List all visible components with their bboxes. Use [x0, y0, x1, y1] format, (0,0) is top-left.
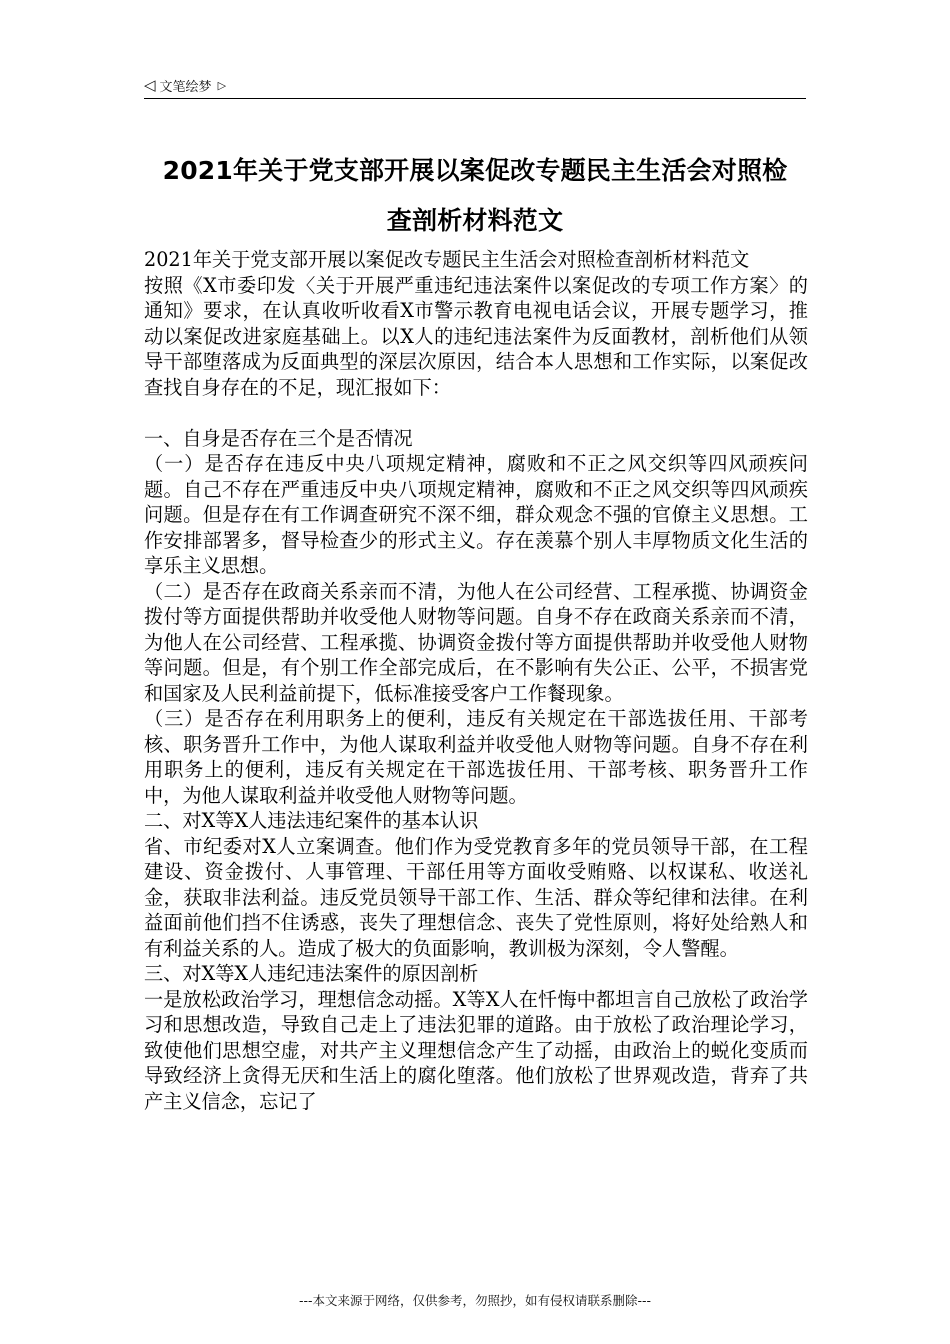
header-rule — [144, 98, 806, 99]
section-heading-3: 三、对X等X人违纪违法案件的原因剖析 — [144, 962, 479, 985]
title-line-1: 2021年关于党支部开展以案促改专题民主生活会对照检 — [162, 156, 788, 185]
title-line-2: 查剖析材料范文 — [386, 206, 564, 235]
document-body — [144, 247, 808, 1114]
source-disclaimer: ---本文来源于网络，仅供参考，勿照抄，如有侵权请联系删除--- — [298, 1293, 652, 1308]
blank-line — [144, 400, 808, 426]
document-title — [144, 146, 806, 246]
triangle-right-icon: ▷ — [217, 78, 227, 92]
intro-paragraph: 按照《X市委印发〈关于开展严重违纪违法案件以案促改的专项工作方案〉的通知》要求，在认真收听收看X市警示教育电视电话会议，开展专题学习，推动以案促改进家庭基础上。以X人的违纪违法案件为反面教材，剖析他们从领导干部堕落成为反面典型的深层次原因，结合本人思想和工作实际，以案促改查找自身存在的不足，现汇报如下： — [144, 273, 808, 399]
triangle-left-icon: ◁ — [144, 75, 156, 94]
section-heading-1: 一、自身是否存在三个是否情况 — [144, 426, 413, 450]
body-paragraph: （三）是否存在利用职务上的便利，违反有关规定在干部选拔任用、干部考核、职务晋升工作中，为他人谋取利益并收受他人财物等问题。自身不存在利用职务上的便利，违反有关规定在干部选拔任用、干部考核、职务晋升工作中，为他人谋取利益并收受他人财物等问题。 — [144, 707, 808, 807]
subtitle-paragraph: 2021年关于党支部开展以案促改专题民主生活会对照检查剖析材料范文 — [144, 248, 750, 271]
body-paragraph: 一是放松政治学习，理想信念动摇。X等X人在忏悔中都坦言自己放松了政治学习和思想改造，导致自己走上了违法犯罪的道路。由于放松了政治理论学习，致使他们思想空虚，对共产主义理想信念产生了动摇，由政治上的蜕化变质而导致经济上贪得无厌和生活上的腐化堕落。他们放松了世界观改造，背弃了共产主义信念，忘记了 — [144, 987, 808, 1113]
page-header — [144, 74, 806, 96]
header-brand: 文笔绘梦 — [159, 79, 212, 95]
body-paragraph: （一）是否存在违反中央八项规定精神，腐败和不正之风交织等四风顽疾问题。自己不存在严重违反中央八项规定精神，腐败和不正之风交织等四风顽疾问题。但是存在有工作调查研究不深不细，群众观念不强的官僚主义思想。工作安排部署多，督导检查少的形式主义。存在羡慕个别人丰厚物质文化生活的享乐主义思想。 — [144, 452, 808, 577]
body-paragraph: 省、市纪委对X人立案调查。他们作为受党教育多年的党员领导干部，在工程建设、资金拨付、人事管理、干部任用等方面收受贿赂、以权谋私、收送礼金，获取非法利益。违反党员领导干部工作、生活、群众等纪律和法律。在利益面前他们挡不住诱惑，丧失了理想信念、丧失了党性原则，将好处给熟人和有利益关系的人。造成了极大的负面影响，教训极为深刻，令人警醒。 — [144, 834, 808, 960]
body-paragraph: （二）是否存在政商关系亲而不清，为他人在公司经营、工程承揽、协调资金拨付等方面提供帮助并收受他人财物等问题。自身不存在政商关系亲而不清，为他人在公司经营、工程承揽、协调资金拨付等方面提供帮助并收受他人财物等问题。但是，有个别工作全部完成后，在不影响有失公正、公平，不损害党和国家及人民利益前提下，低标准接受客户工作餐现象。 — [144, 579, 808, 705]
section-heading-2: 二、对X等X人违法违纪案件的基本认识 — [144, 809, 479, 832]
